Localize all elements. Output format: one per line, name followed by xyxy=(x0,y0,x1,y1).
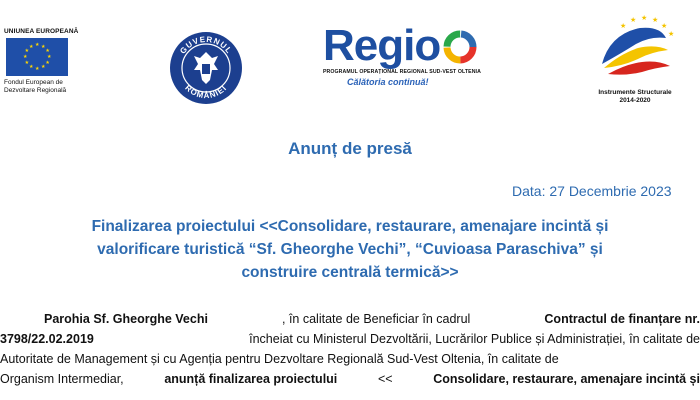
eu-star-icon: ★ xyxy=(23,54,28,60)
headline-line-3: construire centrală termică>> xyxy=(241,264,459,281)
eu-star-icon: ★ xyxy=(29,64,34,71)
eu-star-icon: ★ xyxy=(24,60,30,66)
press-headline xyxy=(8,215,692,284)
regio-ring-icon xyxy=(443,30,477,64)
headline-line-1: Finalizarea proiectului <<Consolidare, restaurare, amenajare incintă și xyxy=(91,218,609,235)
eu-star-icon: ★ xyxy=(45,60,50,66)
eu-star-icon: ★ xyxy=(41,64,46,71)
eu-fund-label-2: Dezvoltare Regională xyxy=(4,87,67,94)
beneficiary-name: Parohia Sf. Gheorghe Vechi xyxy=(44,312,208,326)
contract-label: Contractul de finanțare nr. xyxy=(544,312,700,326)
svg-text:★: ★ xyxy=(668,30,675,38)
body-text: Organism Intermediar, xyxy=(0,372,124,386)
eu-star-icon: ★ xyxy=(35,66,40,72)
body-line-4 xyxy=(0,369,700,389)
government-logo xyxy=(168,30,244,106)
eu-star-icon: ★ xyxy=(47,54,52,60)
government-seal-icon xyxy=(168,30,244,106)
svg-text:★: ★ xyxy=(661,22,668,30)
body-text: , în calitate de Beneficiar în cadrul xyxy=(282,312,471,326)
instrumente-label: Instrumente Structurale xyxy=(598,89,672,96)
body-text: << xyxy=(377,372,393,386)
headline-line-2: valorificare turistică “Sf. Gheorghe Vechi”, “Cuvioasa Paraschiva” și xyxy=(97,241,603,258)
eu-flag-icon xyxy=(6,38,68,76)
eu-star-icon: ★ xyxy=(41,43,46,50)
svg-text:★: ★ xyxy=(620,22,627,30)
government-text-bottom: ROMÂNIEI xyxy=(183,83,229,101)
regio-logo xyxy=(323,21,483,104)
eu-logo xyxy=(4,28,96,112)
body-line-2 xyxy=(0,329,700,349)
announcement-text: anunță finalizarea proiectului xyxy=(164,372,338,386)
eu-fund-label-1: Fondul European de xyxy=(4,79,63,86)
eu-star-icon: ★ xyxy=(35,42,40,48)
eu-star-icon: ★ xyxy=(29,43,34,50)
body-text: Autoritate de Management și cu Agenția pentru Dezvoltare Regională Sud-Vest Oltenia, în calitate de xyxy=(0,352,559,366)
body-line-3 xyxy=(0,349,700,369)
contract-number: 3798/22.02.2019 xyxy=(0,332,94,346)
instrumente-period: 2014-2020 xyxy=(619,97,651,104)
government-text-top: GUVERNUL xyxy=(178,34,234,56)
svg-text:★: ★ xyxy=(641,14,648,22)
svg-text:★: ★ xyxy=(630,16,637,24)
regio-tagline: Călătoria continuă! xyxy=(347,77,429,87)
body-text: încheiat cu Ministerul Dezvoltării, Lucrărilor Publice și Administrației, în calitate de xyxy=(249,332,700,346)
project-name: Consolidare, restaurare, amenajare incintă și xyxy=(433,372,700,386)
body-line-1 xyxy=(0,309,700,329)
regio-wordmark: Regio xyxy=(323,21,441,70)
page-title: Anunț de presă xyxy=(288,139,412,158)
eu-star-icon: ★ xyxy=(24,48,30,54)
press-date: Data: 27 Decembrie 2023 xyxy=(512,183,672,199)
eu-star-icon: ★ xyxy=(45,48,50,54)
regio-program-label: PROGRAMUL OPERAȚIONAL REGIONAL SUD-VEST OLTENIA xyxy=(323,69,481,75)
instrumente-structurale-emblem-icon xyxy=(580,14,690,84)
press-body xyxy=(0,309,700,389)
eu-logo-title: UNIUNEA EUROPEANĂ xyxy=(4,28,79,35)
instrumente-structurale-logo xyxy=(580,14,690,110)
svg-text:★: ★ xyxy=(652,16,659,24)
